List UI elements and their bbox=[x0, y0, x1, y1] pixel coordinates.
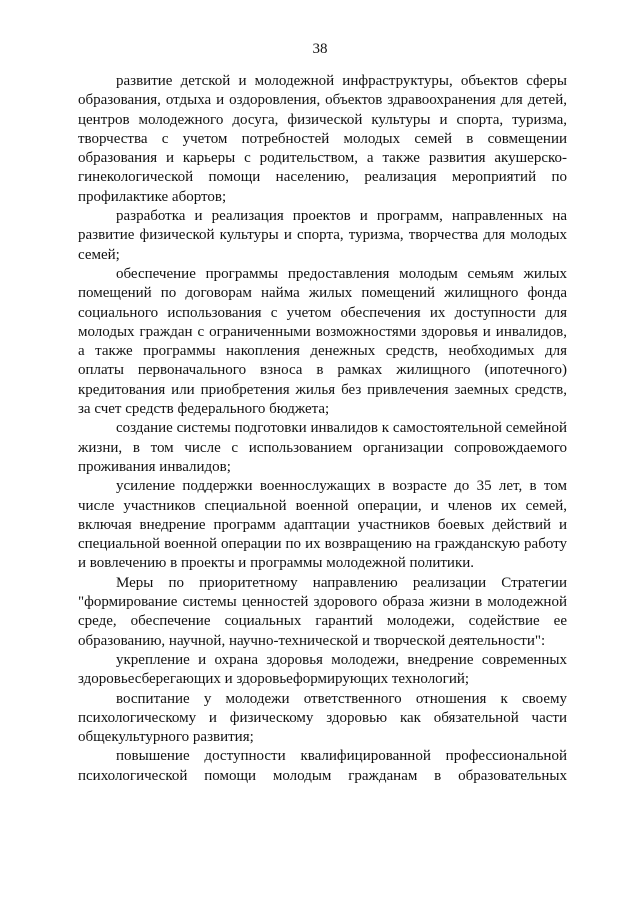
paragraph-youth-infrastructure: развитие детской и молодежной инфраструктуры, объектов сферы образования, отдыха и оздоровления, объектов здравоохранения для детей, центров молодежного досуга, физической культуры и спорта, туризма, творчества с учетом потребностей молодых семей в совмещении образования и карьеры с родительством, а также развития акушерско-гинекологической помощи населению, реализация мероприятий по профилактике абортов; bbox=[78, 73, 567, 205]
paragraph-disabled-family-life: создание системы подготовки инвалидов к самостоятельной семейной жизни, в том числе с использованием организации сопровождаемого проживания инвалидов; bbox=[78, 420, 567, 475]
paragraph-responsible-attitude: воспитание у молодежи ответственного отношения к своему психологическому и физическому здоровью как обязательной части общекультурного развития; bbox=[78, 690, 567, 746]
paragraph-psychological-help: повышение доступности квалифицированной профессиональной психологической помощи молодым гражданам в образовательных bbox=[78, 748, 567, 784]
paragraph-priority-measures: Меры по приоритетному направлению реализации Стратегии "формирование системы ценностей здорового образа жизни в молодежной среде, обеспечение социальных гарантий молодежи, содействие ее образованию, научной, научно-технической и творческой деятельности": bbox=[78, 574, 567, 649]
paragraph-military-support: усиление поддержки военнослужащих в возрасте до 35 лет, в том числе участников специальной военной операции, и членов их семей, включая внедрение программ адаптации участников боевых действий и специальной военной операции по их возвращению на гражданскую работу и вовлечению в проекты и программы молодежной политики. bbox=[78, 478, 567, 572]
document-body bbox=[78, 72, 567, 786]
page-number: 38 bbox=[312, 41, 328, 57]
paragraph-health-protection: укрепление и охрана здоровья молодежи, внедрение современных здоровьесберегающих и здоровьеформирующих технологий; bbox=[78, 651, 567, 688]
paragraph-projects-programs: разработка и реализация проектов и программ, направленных на развитие физической культуры и спорта, туризма, творчества для молодых семей; bbox=[78, 208, 567, 263]
paragraph-housing-program: обеспечение программы предоставления молодым семьям жилых помещений по договорам найма жилых помещений жилищного фонда социального использования с учетом обеспечения их доступности для молодых граждан с ограниченными возможностями здоровья и инвалидов, а также программы накопления денежных средств, необходимых для оплаты первоначального взноса в рамках жилищного (ипотечного) кредитования или приобретения жилья без привлечения заемных средств, за счет средств федерального бюджета; bbox=[78, 265, 567, 418]
